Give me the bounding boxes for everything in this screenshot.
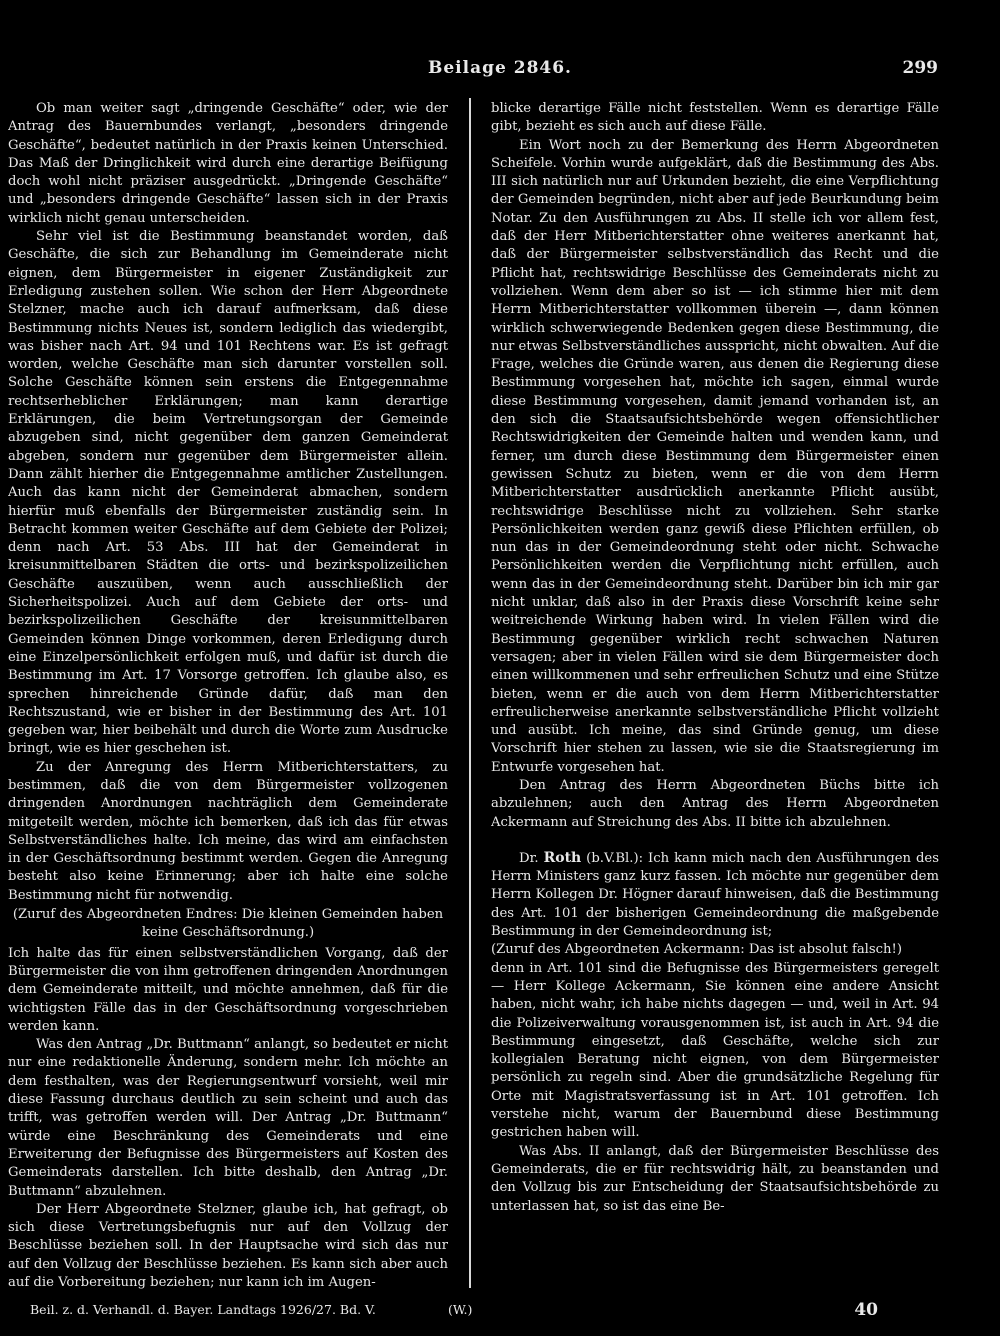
paragraph: Was den Antrag „Dr. Buttmann“ anlangt, so bedeutet er nicht nur eine redaktionelle Änderung, sondern mehr. Ich möchte an dem festhalten, was der Regierungsentwurf vorsieht, weil mir diese Fassung durchaus deutlich zu sein scheint und auch das trifft, was getroffen werden will. Der Antrag „Dr. Buttmann“ würde eine Beschränkung des Gemeinderats und eine Erweiterung der Befugnisse des Bürgermeisters auf Kosten des Gemeinderats darstellen. Ich bitte deshalb, den Antrag „Dr. Buttmann“ abzulehnen. (8, 1037, 448, 1199)
right-text-column (491, 100, 939, 1298)
page-footer (30, 1302, 940, 1324)
paragraph: Den Antrag des Herrn Abgeordneten Büchs bitte ich abzulehnen; auch den Antrag des Herrn Abgeordneten Ackermann auf Streichung des Abs. II bitte ich abzulehnen. (491, 777, 939, 830)
paragraph: Ein Wort noch zu der Bemerkung des Herrn Abgeordneten Scheifele. Vorhin wurde aufgeklärt, daß die Bestimmung des Abs. III sich natürlich nur auf Urkunden bezieht, die eine Verpflichtung der Gemeinden begründen, nicht aber auf jede Beurkundung beim Notar. Zu den Ausführungen zu Abs. II stelle ich vor allem fest, daß der Herr Mitberichterstatter ohne weiteres anerkannt hat, daß der Bürgermeister selbstverständlich das Recht und die Pflicht hat, rechtswidrige Beschlüsse des Gemeinderats nicht zu vollziehen. Wenn dem aber so ist — ich stimme hier mit dem Herrn Mitberichterstatter vollkommen überein —, dann können wirklich schwerwiegende Bedenken gegen diese Bestimmung, die nur etwas Selbstverständliches ausspricht, nicht obwalten. Auf die Frage, welches die Gründe waren, aus denen die Regierung diese Bestimmung vorgesehen hat, möchte ich sagen, einmal wurde diese Bestimmung vorgesehen, damit jemand vorhanden ist, an den sich die Staatsaufsichtsbehörde wegen offensichtlicher Rechtswidrigkeiten der Gemeinde halten und wenden kann, und ferner, um durch diese Bestimmung dem Bürgermeister einen gewissen Schutz zu bieten, wenn er die von dem Herrn Mitberichterstatter ausdrücklich anerkannte Pflicht ausübt, rechtswidrige Beschlüsse nicht zu vollziehen. Sehr starke Persönlichkeiten werden ganz gewiß diese Pflichten erfüllen, ob nun das in der Gemeindeordnung steht oder nicht. Schwache Persönlichkeiten werden die Verpflichtung nicht erfüllen, auch wenn das in der Gemeindeordnung steht. Darüber bin ich mir gar nicht unklar, daß also in der Praxis diese Vorschrift keine sehr weitreichende Wirkung haben wird. In vielen Fällen wird die Bestimmung gegenüber wirklich recht schwachen Naturen versagen; aber in vielen Fällen wird sie dem Bürgermeister doch einen willkommenen und sehr erfreulichen Schutz und eine Stütze bieten, wenn er die auch von dem Herrn Mitberichterstatter erfreulicherweise anerkannte selbstverständliche Pflicht vollzieht und ausübt. Ich meine, das sind Gründe genug, um diese Vorschrift hier stehen zu lassen, wie sie die Staatsregierung im Entwurfe vorgesehen hat. (491, 137, 939, 775)
page-number: 299 (902, 58, 938, 78)
paragraph: denn in Art. 101 sind die Befugnisse des Bürgermeisters geregelt — Herr Kollege Ackermann, Sie können eine andere Ansicht haben, nicht wahr, ich habe nichts dagegen — und, weil in Art. 94 die Polizeiverwaltung vorausgenommen ist, ist auch in Art. 94 die Bestimmung eingesetzt, daß Geschäfte, welche sich zur kollegialen Beratung nicht eignen, von dem Bürgermeister persönlich zu regeln sind. Aber die grundsätzliche Regelung für Orte mit Magistratsverfassung ist in Art. 101 getroffen. Ich verstehe nicht, warum der Bauernbund diese Bestimmung gestrichen haben will. (491, 960, 939, 1141)
interjection: (Zuruf des Abgeordneten Ackermann: Das ist absolut falsch!) (491, 942, 902, 958)
speaker-paragraph (491, 849, 939, 941)
paragraph: Ich halte das für einen selbstverständlichen Vorgang, daß der Bürgermeister die von ihm getroffenen dringenden Anordnungen dem Gemeinderate mitteilt, und möchte annehmen, daß für die wichtigsten Fälle das in der Geschäftsordnung vorgeschrieben werden kann. (8, 945, 448, 1034)
interjection: (Zuruf des Abgeordneten Endres: Die kleinen Gemeinden haben keine Geschäftsordnung.) (12, 907, 444, 941)
speaker-name: Roth (543, 849, 582, 866)
footer-sheet-number: 40 (854, 1300, 878, 1320)
footer-mark: (W.) (448, 1302, 473, 1317)
footer-source: Beil. z. d. Verhandl. d. Bayer. Landtags 1926/27. Bd. V. (30, 1302, 376, 1317)
paragraph: Zu der Anregung des Herrn Mitberichterstatters, zu bestimmen, daß die von dem Bürgermeister vollzogenen dringenden Anordnungen nachträglich dem Gemeinderate mitgeteilt werden, möchte ich bemerken, daß ich das für etwas Selbstverständliches halte. Ich meine, das wird am einfachsten in der Geschäftsordnung bestimmt werden. Gegen die Anregung besteht also keine Erinnerung; aber ich halte eine solche Bestimmung nicht für notwendig. (8, 759, 448, 903)
paragraph: Der Herr Abgeordnete Stelzner, glaube ich, hat gefragt, ob sich diese Vertretungsbefugnis nur auf den Vollzug der Beschlüsse beziehen soll. In der Hauptsache wird sich das nur auf den Vollzug der Beschlüsse beziehen. Es kann sich aber auch auf die Vorbereitung beziehen; nur kann ich im Augen- (8, 1201, 448, 1290)
paragraph: Sehr viel ist die Bestimmung beanstandet worden, daß Geschäfte, die sich zur Behandlung im Gemeinderate nicht eignen, dem Bürgermeister in eigener Zuständigkeit zur Erledigung zustehen sollen. Wie schon der Herr Abgeordnete Stelzner, mache auch ich darauf aufmerksam, daß diese Bestimmung nichts Neues ist, sondern lediglich das wiedergibt, was bisher nach Art. 94 und 101 Rechtens war. Es ist gefragt worden, welche Geschäfte man sich darunter vorstellen soll. Solche Geschäfte können sein erstens die Entgegennahme rechtserheblicher Erklärungen; man kann derartige Erklärungen, die beim Vertretungsorgan der Gemeinde abzugeben sind, nicht gegenüber dem ganzen Gemeinderat abgeben, sondern nur gegenüber dem Bürgermeister allein. Dann zählt hierher die Entgegennahme amtlicher Zustellungen. Auch das kann nicht der Gemeinderat abmachen, sondern hierfür muß ebenfalls der Bürgermeister zuständig sein. In Betracht kommen weiter Geschäfte auf dem Gebiete der Polizei; denn nach Art. 53 Abs. III hat der Gemeinderat in kreisunmittelbaren Städten die orts- und bezirkspolizeilichen Geschäfte auszuüben, wenn auch ausschließlich der Sicherheitspolizei. Auch auf dem Gebiete der orts- und bezirkspolizeilichen Geschäfte der kreisunmittelbaren Gemeinden können Dinge vorkommen, deren Erledigung durch eine Einzelpersönlichkeit erfolgen muß, und dafür ist durch die Bestimmung im Art. 17 Vorsorge getroffen. Ich glaube also, es sprechen hinreichende Gründe dafür, daß man den Rechtszustand, wie er bisher in der Bestimmung des Art. 101 gegeben war, hier beibehält und durch die Worte zum Ausdrucke bringt, wie es hier geschehen ist. (8, 229, 448, 757)
column-divider (469, 98, 471, 1288)
paragraph: Was Abs. II anlangt, daß der Bürgermeister Beschlüsse des Gemeinderats, die er für rechtswidrig hält, zu beanstanden und den Vollzug bis zur Entscheidung der Staatsaufsichtsbehörde zu unterlassen hat, so ist das eine Be- (491, 1143, 939, 1214)
speaker-title: Dr. (519, 850, 544, 866)
speaker-text: (b.V.Bl.): Ich kann mich nach den Ausführungen des Herrn Ministers ganz kurz fassen. Ich möchte nur gegenüber dem Herrn Kollegen Dr. Högner darauf hinweisen, daß die Bestimmung des Art. 101 der bisherigen Gemeindeordnung die maßgebende Bestimmung in der Gemeindeordnung ist; (491, 850, 939, 940)
page-header-title: Beilage 2846. (428, 58, 572, 78)
left-text-column (8, 100, 448, 1298)
paragraph: Ob man weiter sagt „dringende Geschäfte“ oder, wie der Antrag des Bauernbundes verlangt, „besonders dringende Geschäfte“, bedeutet natürlich in der Praxis keinen Unterschied. Das Maß der Dringlichkeit wird durch eine derartige Beifügung doch wohl nicht präziser ausgedrückt. „Dringende Geschäfte“ und „besonders dringende Geschäfte“ lassen sich in der Praxis wirklich nicht genau unterscheiden. (8, 101, 448, 226)
paragraph: blicke derartige Fälle nicht feststellen. Wenn es derartige Fälle gibt, bezieht es sich auch auf diese Fälle. (491, 101, 939, 135)
